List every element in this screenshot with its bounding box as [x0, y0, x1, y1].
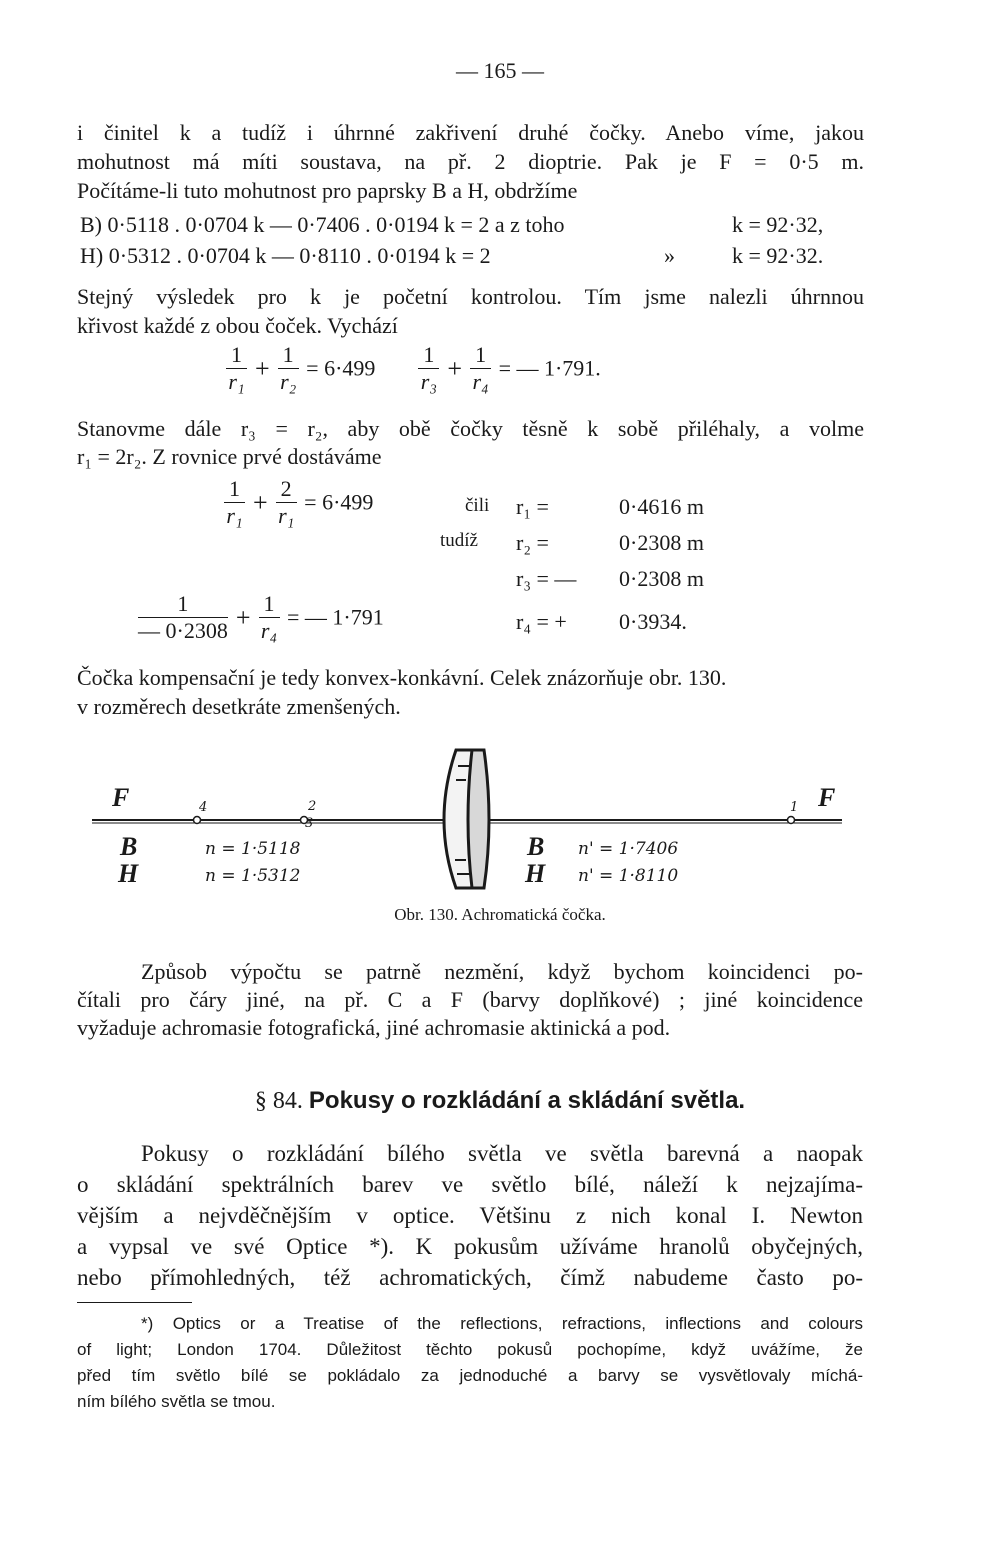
- paragraph-line: vějším a nejvděčnějším v optice. Většinu z nich konal I. Newton: [77, 1203, 863, 1228]
- result-r3-rhs: 0·2308 m: [619, 566, 704, 591]
- fraction: $\frac{2}{\text{r₁}}$: [276, 476, 297, 529]
- focal-point-4: [194, 817, 201, 824]
- footnote-line: před tím světlo bílé se pokládalo za jednoduché a barvy se vysvětlovaly míchá-: [77, 1366, 863, 1385]
- index-H-left: n = 1·5312: [205, 866, 301, 886]
- section-title: Pokusy o rozkládání a skládání světla.: [308, 1087, 746, 1114]
- achromatic-lens-figure: [0, 740, 1000, 900]
- paragraph-line: Počítáme-li tuto mohutnost pro paprsky B a H, obdržíme: [77, 178, 578, 203]
- equation-b: B) 0·5118 . 0·0704 k — 0·7406 . 0·0194 k = 2 a z toho: [80, 212, 565, 237]
- result-r1-lhs: r₁ =: [516, 494, 549, 519]
- equation-h-ditto: »: [664, 243, 675, 268]
- word-tudiz: tudíž: [440, 530, 478, 551]
- focal-point-1: [788, 817, 795, 824]
- paragraph-line: čítali pro čáry jiné, na př. C a F (barvy doplňkové) ; jiné koincidence: [77, 987, 863, 1012]
- result-r2-rhs: 0·2308 m: [619, 530, 704, 555]
- footnote-line: *) Optics or a Treatise of the reflections, refractions, inflections and colours: [141, 1314, 863, 1333]
- equation-h-result: k = 92·32.: [732, 243, 824, 268]
- paragraph-line: Stanovme dále r₃ = r₂, aby obě čočky těsně k sobě přiléhaly, a volme: [77, 416, 864, 441]
- label-B-left: B: [120, 832, 138, 861]
- result-r2-lhs: r₂ =: [516, 530, 549, 555]
- paragraph-line: i činitel k a tudíž i úhrnné zakřivení druhé čočky. Anebo víme, jakou: [77, 120, 864, 145]
- footnote-line: ním bílého světla se tmou.: [77, 1392, 276, 1411]
- equation-h: H) 0·5312 . 0·0704 k — 0·8110 . 0·0194 k = 2: [80, 243, 491, 268]
- figure-caption: Obr. 130. Achromatická čočka.: [394, 905, 606, 924]
- fraction: $\frac{1}{\text{r₂}}$: [278, 342, 299, 395]
- footnote-rule: [77, 1302, 192, 1303]
- result-r1-rhs: 0·4616 m: [619, 494, 704, 519]
- paragraph-line: křivost každé z obou čoček. Vychází: [77, 313, 398, 338]
- equation-reciprocal-sums: $\frac{1}{\text{r₁}}$ + $\frac{1}{\text{r₂}}$ = 6·499 $\frac{1}{\text{r₃}}$ + $\frac{1}{\text{r₄}}$ = — 1·791.: [224, 342, 601, 395]
- fraction: $\frac{1}{\text{r₁}}$: [224, 476, 245, 529]
- paragraph-line: Pokusy o rozkládání bílého světla ve světla barevná a naopak: [141, 1141, 863, 1166]
- paragraph-line: Způsob výpočtu se patrně nezmění, když bychom koincidenci po-: [141, 959, 863, 984]
- result-r3-lhs: r₃ = —: [516, 566, 577, 591]
- paragraph-line: mohutnost má míti soustava, na př. 2 dioptrie. Pak je F = 0·5 m.: [77, 149, 864, 174]
- result-r4-lhs: r₄ = +: [516, 609, 567, 634]
- paragraph-line: nebo přímohledných, též achromatických, čímž nabudeme často po-: [77, 1265, 863, 1290]
- mark-4: 4: [199, 800, 208, 815]
- index-B-right: n' = 1·7406: [578, 839, 679, 859]
- paragraph-line: Čočka kompensační je tedy konvex-konkávní. Celek znázorňuje obr. 130.: [77, 665, 727, 690]
- equation-b-result: k = 92·32,: [732, 212, 824, 237]
- page-number: — 165 —: [456, 58, 544, 83]
- word-cili: čili: [465, 495, 490, 516]
- paragraph-line: o skládání spektrálních barev ve světlo bílé, náleží k nejzajíma-: [77, 1172, 863, 1197]
- mark-3: 3: [305, 816, 314, 831]
- paragraph-line: Stejný výsledek pro k je početní kontrolou. Tím jsme nalezli úhrnnou: [77, 284, 864, 309]
- paragraph-line: a vypsal ve své Optice *). K pokusům užíváme hranolů obyčejných,: [77, 1234, 863, 1259]
- mark-1: 1: [790, 800, 799, 815]
- index-B-left: n = 1·5118: [205, 839, 301, 859]
- concave-lens-element: [468, 750, 489, 888]
- equation-first: $\frac{1}{\text{r₁}}$ + $\frac{2}{\text{r₁}}$ = 6·499: [222, 476, 373, 529]
- fraction: $\frac{1}{\text{r₄}}$: [259, 591, 280, 644]
- section-heading: [0, 1087, 1000, 1115]
- fraction: $\frac{1}{— 0\cdot 2308}$: [138, 591, 228, 643]
- result-r4-rhs: 0·3934.: [619, 609, 687, 634]
- focal-label-right: F: [818, 783, 836, 812]
- section-number: § 84.: [254, 1088, 303, 1114]
- mark-2: 2: [308, 799, 317, 814]
- label-H-right: H: [525, 859, 546, 888]
- label-B-right: B: [527, 832, 545, 861]
- equation-second: $\frac{1}{— 0\cdot 2308}$ + $\frac{1}{\text{r₄}}$ = — 1·791: [138, 591, 384, 643]
- fraction: $\frac{1}{\text{r₁}}$: [226, 342, 247, 395]
- fraction: $\frac{1}{\text{r₄}}$: [470, 342, 491, 395]
- paragraph-line: vyžaduje achromasie fotografická, jiné achromasie aktinická a pod.: [77, 1015, 671, 1040]
- paragraph-line: v rozměrech desetkráte zmenšených.: [77, 694, 401, 719]
- index-H-right: n' = 1·8110: [578, 866, 679, 886]
- fraction: $\frac{1}{\text{r₃}}$: [418, 342, 439, 395]
- footnote-line: of light; London 1704. Důležitost těchto pokusů pochopíme, když uvážíme, že: [77, 1340, 863, 1359]
- label-H-left: H: [118, 859, 139, 888]
- focal-label-left: F: [112, 783, 130, 812]
- paragraph-line: r₁ = 2r₂. Z rovnice prvé dostáváme: [77, 444, 382, 469]
